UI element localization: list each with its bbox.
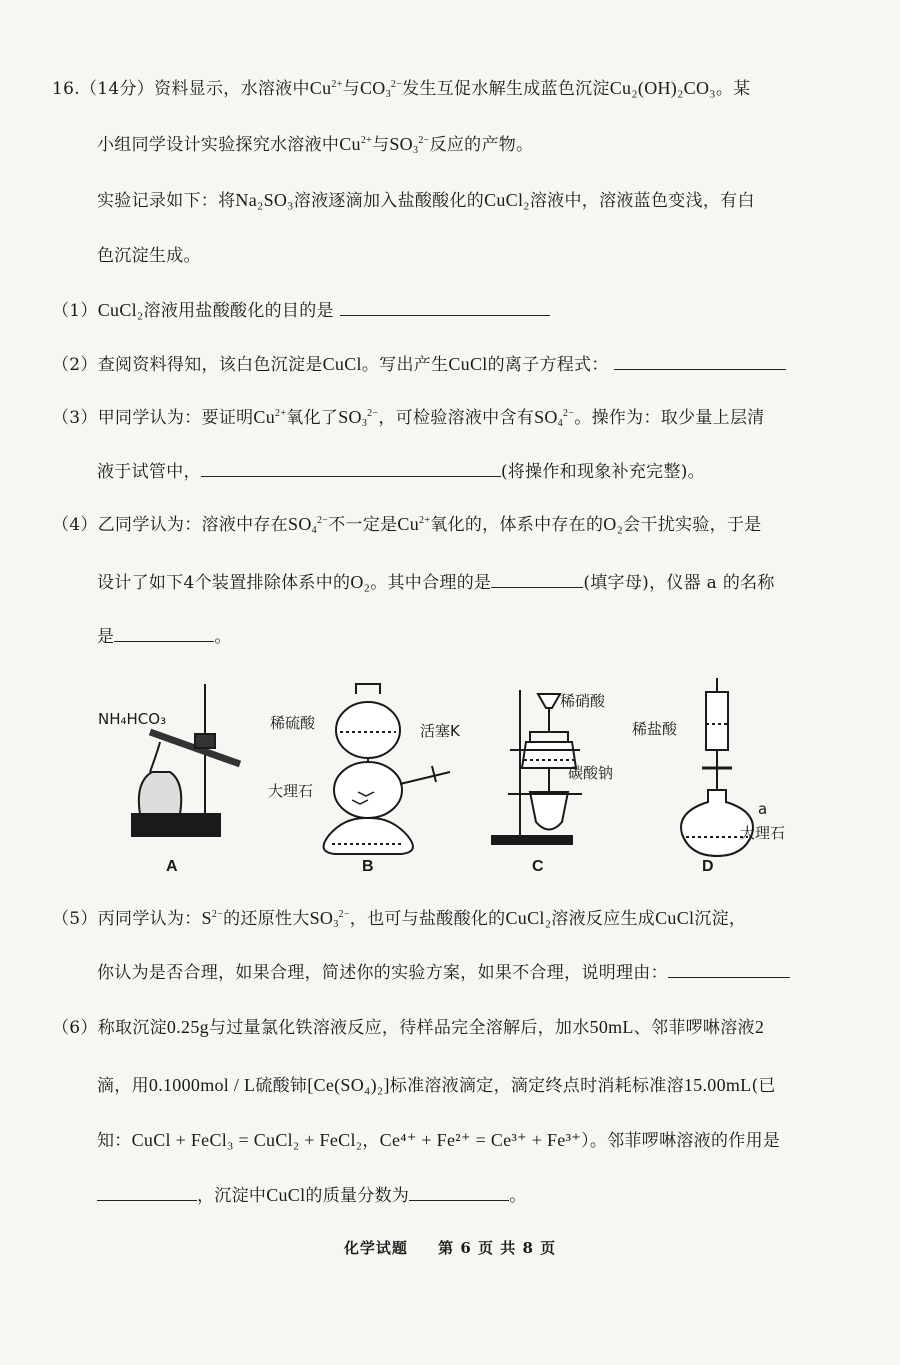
part-1 bbox=[52, 298, 550, 323]
text: 。 bbox=[214, 627, 232, 647]
formula-cucl: CuCl bbox=[322, 354, 362, 374]
part-6-line-1 bbox=[52, 1015, 764, 1040]
label-dilute-sulfuric-acid: 稀硫酸 bbox=[270, 714, 316, 732]
label-dilute-hydrochloric-acid: 稀盐酸 bbox=[632, 720, 678, 738]
formula-basic-copper-carbonate: Cu₂(OH)₂CO₃ bbox=[609, 78, 716, 98]
text: 。操作为：取少量上层清 bbox=[574, 408, 765, 428]
value-concentration: 0.1000mol / L bbox=[148, 1075, 256, 1095]
apparatus-drawing bbox=[90, 672, 870, 882]
text: 。写出产生 bbox=[361, 355, 449, 375]
text: 的还原性大 bbox=[223, 909, 310, 929]
answer-blank-4b[interactable] bbox=[114, 625, 214, 642]
text: 设计了如下4个装置排除体系中的 bbox=[97, 573, 351, 593]
question-number: 16. bbox=[52, 79, 80, 99]
text: 溶液反应生成 bbox=[551, 909, 656, 929]
equation-1: CuCl + FeCl₃ = CuCl₂ + FeCl₂ bbox=[131, 1130, 363, 1150]
text: 硫酸铈 bbox=[255, 1076, 308, 1096]
value-drops: 2 bbox=[754, 1017, 765, 1037]
footer-page-number: 第 6 页 共 8 页 bbox=[438, 1239, 557, 1257]
text: 资料显示，水溶液中 bbox=[154, 79, 310, 99]
formula-so3: $SO_3^{2-}$ bbox=[389, 134, 430, 156]
formula-cucl2: CuCl₂ bbox=[484, 190, 530, 210]
record-line-1 bbox=[97, 188, 755, 213]
part-5-line-1 bbox=[52, 906, 746, 931]
formula-cucl2: CuCl₂ bbox=[97, 300, 144, 320]
text: (已 bbox=[751, 1076, 776, 1096]
equation-2: Ce⁴⁺ + Fe²⁺ = Ce³⁺ + Fe³⁺ bbox=[379, 1130, 582, 1150]
answer-blank-5[interactable] bbox=[668, 961, 790, 978]
footer-subject: 化学试题 bbox=[343, 1239, 408, 1257]
text: 与 bbox=[342, 79, 360, 99]
text: 甲同学认为：要证明 bbox=[97, 408, 254, 428]
text: 沉淀， bbox=[694, 909, 747, 929]
text: 称取沉淀 bbox=[97, 1018, 167, 1038]
label-sodium-carbonate: 碳酸钠 bbox=[568, 764, 614, 782]
part-number: （4） bbox=[52, 515, 98, 535]
separator: ， bbox=[362, 1131, 380, 1151]
label-nh4hco3: NH₄HCO₃ bbox=[98, 710, 167, 728]
apparatus-letter-a: A bbox=[166, 858, 178, 875]
part-number: （5） bbox=[52, 909, 98, 929]
formula-cucl: CuCl bbox=[448, 354, 488, 374]
text: (填字母)，仪器 a 的名称 bbox=[583, 573, 775, 593]
part-4-line-3 bbox=[97, 625, 232, 649]
text: 不一定是 bbox=[328, 515, 398, 535]
part-number: （2） bbox=[52, 355, 98, 375]
formula-so3: $SO_3^{2-}$ bbox=[309, 908, 350, 930]
value-mass: 0.25g bbox=[166, 1017, 209, 1037]
part-6-line-3 bbox=[97, 1128, 780, 1153]
text: 标准溶液滴定，滴定终点时消耗标准溶 bbox=[389, 1076, 684, 1096]
formula-cu2plus: $Cu^{2+}$ bbox=[397, 514, 431, 534]
text: 。其中合理的是 bbox=[370, 573, 492, 593]
formula-cu2plus: $Cu^{2+}$ bbox=[253, 407, 287, 427]
apparatus-letter-b: B bbox=[362, 858, 374, 875]
apparatus-b bbox=[324, 684, 450, 854]
text: 溶液逐滴加入盐酸酸化的 bbox=[293, 191, 485, 211]
text: 氧化的，体系中存在的 bbox=[430, 515, 604, 535]
text: 知： bbox=[97, 1131, 132, 1151]
part-4-line-2 bbox=[97, 570, 775, 595]
text: 是 bbox=[97, 627, 115, 647]
label-stopcock-k: 活塞K bbox=[420, 722, 460, 740]
text: 的离子方程式： bbox=[487, 355, 609, 375]
formula-cucl: CuCl bbox=[266, 1185, 306, 1205]
page-footer bbox=[0, 1237, 900, 1258]
formula-cu2plus: $Cu^{2+}$ bbox=[309, 78, 343, 98]
formula-cu2plus: $Cu^{2+}$ bbox=[339, 134, 373, 154]
text: 反应的产物。 bbox=[429, 135, 534, 155]
formula-co3: $CO_3^{2-}$ bbox=[359, 78, 403, 100]
label-marble-b: 大理石 bbox=[268, 782, 314, 800]
text: 乙同学认为：溶液中存在 bbox=[97, 515, 289, 535]
question-intro-line-1 bbox=[52, 76, 750, 101]
text: 液于试管中， bbox=[97, 462, 201, 482]
text: 。 bbox=[509, 1186, 527, 1206]
label-instrument-a: a bbox=[758, 800, 768, 818]
text: ，沉淀中 bbox=[197, 1186, 267, 1206]
part-number: （1） bbox=[52, 301, 98, 321]
text: 会干扰实验，于是 bbox=[623, 515, 762, 535]
formula-cucl2: CuCl₂ bbox=[505, 908, 552, 928]
text: 实验记录如下：将 bbox=[97, 191, 236, 211]
answer-blank-4a[interactable] bbox=[491, 571, 583, 588]
apparatus-a bbox=[132, 684, 240, 836]
label-marble-d: 大理石 bbox=[740, 824, 786, 842]
part-6-line-2 bbox=[97, 1073, 776, 1098]
part-4-line-1 bbox=[52, 512, 762, 537]
text: ，也可与盐酸酸化的 bbox=[349, 909, 506, 929]
part-3-line-2 bbox=[97, 460, 705, 484]
text: 氧化了 bbox=[286, 408, 339, 428]
formula-cucl: CuCl bbox=[655, 908, 695, 928]
formula-so4: $SO_4^{2-}$ bbox=[288, 514, 329, 536]
text: 。某 bbox=[715, 79, 751, 99]
text: 的质量分数为 bbox=[305, 1186, 410, 1206]
text: 、邻菲啰啉溶液 bbox=[633, 1018, 755, 1038]
question-score: （14分） bbox=[79, 79, 155, 99]
formula-na2so3: Na₂SO₃ bbox=[235, 190, 294, 210]
text: 溶液用盐酸酸化的目的是 bbox=[143, 301, 334, 321]
text: 小组同学设计实验探究水溶液中 bbox=[97, 135, 340, 155]
answer-blank-6a[interactable] bbox=[97, 1184, 197, 1201]
formula-so3: $SO_3^{2-}$ bbox=[338, 407, 379, 429]
formula-s2minus: $S^{2-}$ bbox=[201, 908, 224, 928]
text: 发生互促水解生成蓝色沉淀 bbox=[402, 79, 610, 99]
part-number: （6） bbox=[52, 1018, 98, 1038]
text: ）。邻菲啰啉溶液的作用是 bbox=[581, 1131, 781, 1151]
text: ，可检验溶液中含有 bbox=[378, 408, 535, 428]
apparatus-letter-c: C bbox=[532, 858, 544, 875]
part-number: （3） bbox=[52, 408, 98, 428]
apparatus-figure bbox=[90, 672, 870, 882]
text: (将操作和现象补充完整)。 bbox=[500, 462, 705, 482]
label-dilute-nitric-acid: 稀硝酸 bbox=[560, 692, 606, 710]
part-3-line-1 bbox=[52, 405, 765, 430]
answer-blank-6b[interactable] bbox=[409, 1184, 509, 1201]
answer-blank-1[interactable] bbox=[340, 299, 550, 316]
question-intro-line-2 bbox=[97, 132, 533, 157]
formula-o2: O₂ bbox=[603, 514, 624, 534]
text: 溶液中，溶液蓝色变浅，有白 bbox=[529, 191, 755, 211]
text: 滴，用 bbox=[97, 1076, 149, 1096]
answer-blank-3[interactable] bbox=[201, 460, 501, 477]
value-titrant-volume: 15.00mL bbox=[683, 1075, 752, 1095]
text: 丙同学认为： bbox=[97, 909, 202, 929]
formula-cerium-sulfate: [Ce(SO₄)₂] bbox=[307, 1075, 390, 1095]
part-6-line-4 bbox=[97, 1183, 527, 1208]
formula-o2: O₂ bbox=[350, 572, 371, 592]
text: 你认为是否合理，如果合理，简述你的实验方案，如果不合理，说明理由： bbox=[97, 963, 668, 983]
part-5-line-2 bbox=[97, 961, 790, 985]
text: 与 bbox=[372, 135, 390, 155]
formula-so4: $SO_4^{2-}$ bbox=[534, 407, 575, 429]
text: 与过量氯化铁溶液反应，待样品完全溶解后，加水 bbox=[208, 1018, 590, 1038]
value-volume: 50mL bbox=[589, 1017, 634, 1037]
text: 查阅资料得知，该白色沉淀是 bbox=[97, 355, 323, 375]
record-line-2: 色沉淀生成。 bbox=[97, 246, 201, 266]
answer-blank-2[interactable] bbox=[614, 353, 786, 370]
apparatus-letter-d: D bbox=[702, 858, 714, 875]
part-2 bbox=[52, 352, 786, 377]
